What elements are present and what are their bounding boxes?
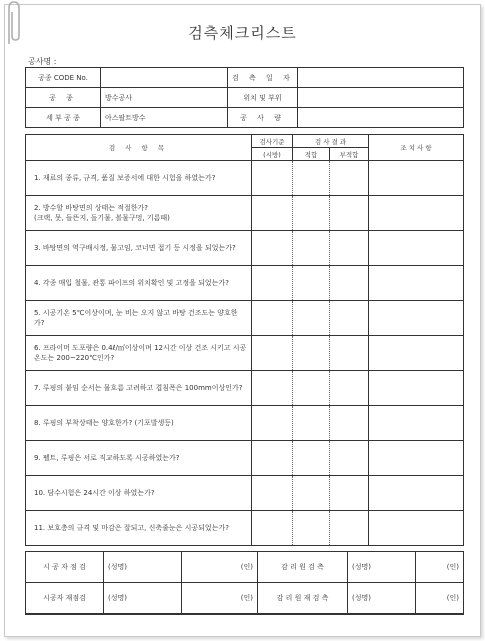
- checklist-row: [26, 196, 464, 231]
- checklist-item-text: 8. 루핑의 부착상태는 양호한가? (기포발생등): [26, 406, 252, 441]
- action-cell[interactable]: [369, 336, 464, 371]
- supervisor-name[interactable]: (성명): [348, 583, 416, 615]
- ng-cell[interactable]: [330, 161, 369, 196]
- header-ok: 적합: [293, 148, 330, 161]
- header-standard: 검사기준: [252, 135, 293, 148]
- header-result: 검 사 결 과: [293, 135, 369, 148]
- signature-role-label: 시 공 자 점 검: [26, 552, 104, 583]
- checklist-item-text: 9. 펠트, 루핑은 서로 직교하도록 시공하였는가?: [26, 441, 252, 476]
- header-standard-sub: (시방): [252, 148, 293, 161]
- ng-cell[interactable]: [330, 511, 369, 546]
- checklist-item-text: 4. 각종 매입 철물, 관통 파이프의 위치확인 및 고정을 되었는가?: [26, 266, 252, 301]
- date-label: 검 측 일 자: [228, 68, 298, 88]
- standard-cell[interactable]: [252, 196, 293, 231]
- checklist-item-text: 2. 방수할 바탕면의 상태는 적절한가? (크랙, 못, 들뜬지, 돌기물, 볼물구멍, 기름때): [26, 196, 252, 231]
- header-item: 검 사 항 목: [26, 135, 252, 161]
- action-cell[interactable]: [369, 371, 464, 406]
- action-cell[interactable]: [369, 231, 464, 266]
- supervisor-name[interactable]: (성명): [348, 552, 416, 583]
- location-value[interactable]: [298, 88, 464, 108]
- checklist-row: [26, 441, 464, 476]
- checklist-item-text: 10. 담수시험은 24시간 이상 하였는가?: [26, 476, 252, 511]
- standard-cell[interactable]: [252, 231, 293, 266]
- supervisor-role-label: 감 리 원 검 측: [258, 552, 348, 583]
- ok-cell[interactable]: [293, 371, 330, 406]
- ok-cell[interactable]: [293, 266, 330, 301]
- code-label: 공종 CODE No.: [26, 68, 101, 88]
- standard-cell[interactable]: [252, 511, 293, 546]
- info-table: [25, 67, 464, 128]
- supervisor-seal[interactable]: (인): [416, 552, 464, 583]
- action-cell[interactable]: [369, 161, 464, 196]
- ok-cell[interactable]: [293, 336, 330, 371]
- standard-cell[interactable]: [252, 441, 293, 476]
- checklist-row: [26, 231, 464, 266]
- qty-label: 공 사 량: [228, 108, 298, 128]
- subtrade-label: 세 부 공 종: [26, 108, 101, 128]
- action-cell[interactable]: [369, 406, 464, 441]
- trade-value[interactable]: 방수공사: [101, 88, 228, 108]
- signature-seal[interactable]: (인): [182, 552, 258, 583]
- ng-cell[interactable]: [330, 301, 369, 336]
- signature-name[interactable]: (성명): [104, 552, 182, 583]
- checklist-row: [26, 266, 464, 301]
- ok-cell[interactable]: [293, 196, 330, 231]
- signature-row: [26, 583, 464, 615]
- checklist-row: [26, 336, 464, 371]
- checklist-row: [26, 406, 464, 441]
- owner-label: 공사명 :: [28, 57, 57, 66]
- checklist-row: [26, 511, 464, 546]
- action-cell[interactable]: [369, 196, 464, 231]
- ng-cell[interactable]: [330, 231, 369, 266]
- signature-seal[interactable]: (인): [182, 583, 258, 615]
- ng-cell[interactable]: [330, 476, 369, 511]
- ok-cell[interactable]: [293, 231, 330, 266]
- action-cell[interactable]: [369, 441, 464, 476]
- checklist-row: [26, 161, 464, 196]
- signature-table: [25, 551, 464, 615]
- action-cell[interactable]: [369, 511, 464, 546]
- ng-cell[interactable]: [330, 406, 369, 441]
- supervisor-role-label: 감 리 원 재 검 측: [258, 583, 348, 615]
- header-action: 조 치 사 항: [369, 135, 464, 161]
- checklist-table: [25, 134, 464, 546]
- standard-cell[interactable]: [252, 476, 293, 511]
- ng-cell[interactable]: [330, 441, 369, 476]
- standard-cell[interactable]: [252, 161, 293, 196]
- checklist-item-text: 5. 시공기온 5℃이상이며, 눈 비는 오지 않고 바탕 건조도는 양호한가?: [26, 301, 252, 336]
- ng-cell[interactable]: [330, 266, 369, 301]
- signature-name[interactable]: (성명): [104, 583, 182, 615]
- action-cell[interactable]: [369, 266, 464, 301]
- signature-row: [26, 552, 464, 583]
- page-title: 검측체크리스트: [188, 24, 297, 42]
- standard-cell[interactable]: [252, 371, 293, 406]
- standard-cell[interactable]: [252, 406, 293, 441]
- ng-cell[interactable]: [330, 371, 369, 406]
- supervisor-seal[interactable]: (인): [416, 583, 464, 615]
- code-value[interactable]: [101, 68, 228, 88]
- standard-cell[interactable]: [252, 336, 293, 371]
- standard-cell[interactable]: [252, 301, 293, 336]
- checklist-row: [26, 371, 464, 406]
- checklist-item-text: 3. 바탕면의 역구배시정, 물고임, 코너면 접기 등 시정을 되었는가?: [26, 231, 252, 266]
- checklist-item-text: 11. 보호층의 규격 및 마감은 잘되고, 신축줄눈은 시공되었는가?: [26, 511, 252, 546]
- ok-cell[interactable]: [293, 511, 330, 546]
- ok-cell[interactable]: [293, 161, 330, 196]
- subtrade-value[interactable]: 아스팔트방수: [101, 108, 228, 128]
- checklist-item-text: 1. 재료의 종류, 규격, 품질 보증서에 대한 시험을 하였는가?: [26, 161, 252, 196]
- trade-label: 공 종: [26, 88, 101, 108]
- ok-cell[interactable]: [293, 476, 330, 511]
- signature-role-label: 시공자 재점검: [26, 583, 104, 615]
- checklist-item-text: 7. 루핑의 붙임 순서는 물흐름 고려하고 겹침폭은 100mm이상인가?: [26, 371, 252, 406]
- standard-cell[interactable]: [252, 266, 293, 301]
- location-label: 위치 및 부위: [228, 88, 298, 108]
- date-value[interactable]: [298, 68, 464, 88]
- ok-cell[interactable]: [293, 406, 330, 441]
- header-ng: 부적합: [330, 148, 369, 161]
- qty-value[interactable]: [298, 108, 464, 128]
- checklist-row: [26, 301, 464, 336]
- ng-cell[interactable]: [330, 336, 369, 371]
- checklist-row: [26, 476, 464, 511]
- ok-cell[interactable]: [293, 301, 330, 336]
- action-cell[interactable]: [369, 301, 464, 336]
- action-cell[interactable]: [369, 476, 464, 511]
- ok-cell[interactable]: [293, 441, 330, 476]
- checklist-item-text: 6. 프라이머 도포량은 0.4ℓ/㎡이상이며 12시간 이상 건조 시키고 시공온도는 200~220℃인가?: [26, 336, 252, 371]
- ng-cell[interactable]: [330, 196, 369, 231]
